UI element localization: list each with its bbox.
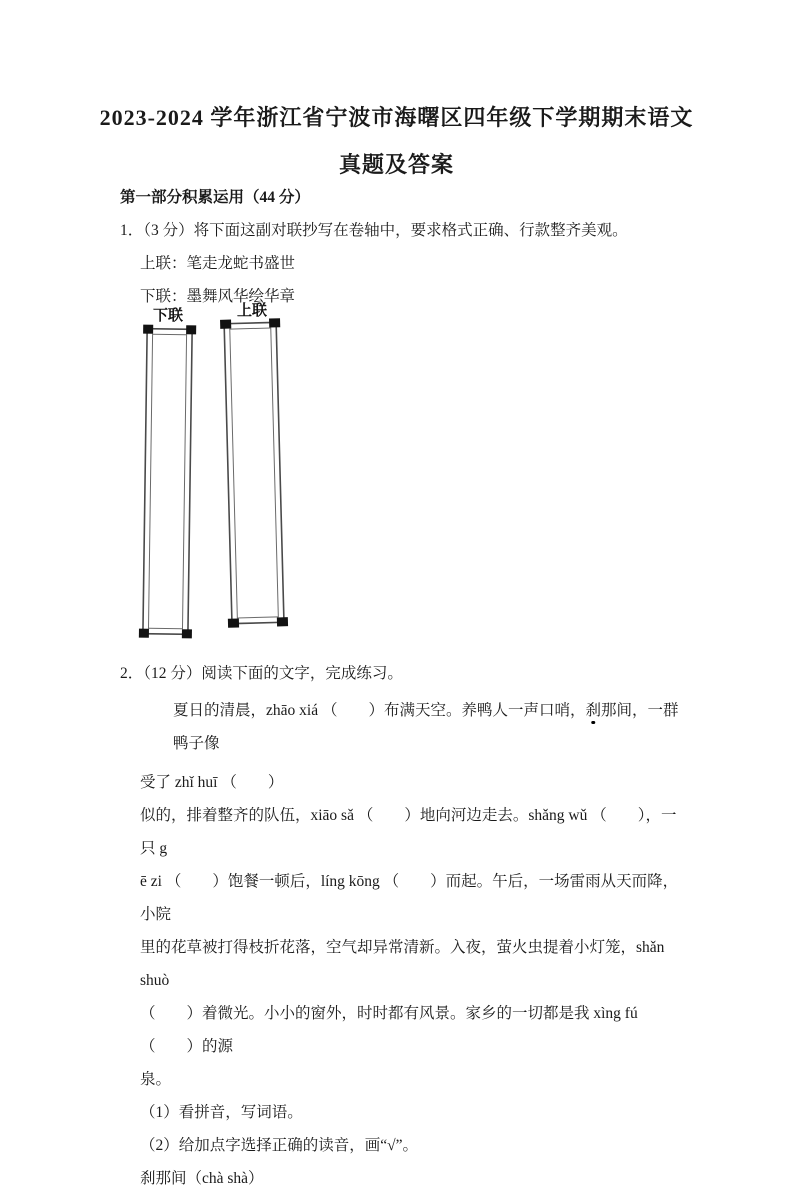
question-1-stem: 1．（3 分）将下面这副对联抄写在卷轴中，要求格式正确、行款整齐美观。 (120, 222, 628, 239)
scroll-left-label: 下联 (152, 308, 184, 324)
scroll-right-cap-top-right (269, 318, 280, 327)
question-2-sub1: （1）看拼音，写词语。 (140, 1104, 303, 1121)
scroll-right-cap-bottom-left (228, 618, 239, 627)
couplet-upper-line: 上联：笔走龙蛇书盛世 (140, 255, 296, 272)
emphasized-char: 刹 (585, 702, 601, 719)
document-title-line2: 真题及答案 (338, 152, 454, 177)
scroll-left-cap-top-right (186, 325, 196, 334)
document-title-line1: 2023-2024 学年浙江省宁波市海曙区四年级下学期期末语文 (99, 105, 694, 130)
question-2-item: 刹那间（chà shà） (140, 1170, 264, 1187)
passage-line: 里的花草被打得枝折花落，空气却异常清新。入夜，萤火虫提着小灯笼，shǎn shuò (140, 939, 665, 989)
couplet-lower-line: 下联：墨舞风华绘华章 (140, 288, 296, 305)
question-2-passage (140, 694, 686, 1096)
scroll-right-cap-top-left (220, 320, 231, 329)
scroll-right (220, 318, 288, 627)
passage-line: ē zi （ ）饱餐一顿后，líng kōng （ ）而起。午后，一场雷雨从天而降，小院 (140, 873, 679, 923)
scroll-left-cap-bottom-right (182, 629, 192, 638)
passage-line: （ ）着微光。小小的窗外，时时都有风景。家乡的一切都是我 xìng fú （ ）的源 (140, 1005, 638, 1055)
question-2-sub2: （2）给加点字选择正确的读音，画“√”。 (140, 1137, 419, 1154)
section-heading: 第一部分积累运用（44 分） (120, 189, 310, 206)
question-1-block (120, 181, 682, 313)
passage-line (173, 694, 686, 760)
scroll-left-cap-bottom-left (139, 629, 149, 638)
scroll-right-cap-bottom-right (277, 617, 288, 626)
passage-line: 似的，排着整齐的队伍，xiāo sǎ （ ）地向河边走去。shǎng wǔ （ ），一只 g (140, 807, 677, 857)
question-2-block (120, 657, 686, 1195)
passage-line: 泉。 (140, 1071, 172, 1088)
document-title (0, 94, 793, 188)
passage-line: 受了 zhǐ huī （ ） (140, 774, 284, 791)
scroll-left-cap-top-left (143, 325, 153, 334)
couplet-scrolls-image (132, 299, 302, 647)
passage-text: 夏日的清晨，zhāo xiá （ ）布满天空。养鸭人一声口哨， (173, 702, 586, 719)
passage-text: 那间，一群鸭子像 (173, 702, 679, 752)
scroll-left (139, 325, 196, 639)
question-2-stem: 2．（12 分）阅读下面的文字，完成练习。 (120, 665, 403, 682)
scroll-right-label: 上联 (236, 303, 268, 319)
